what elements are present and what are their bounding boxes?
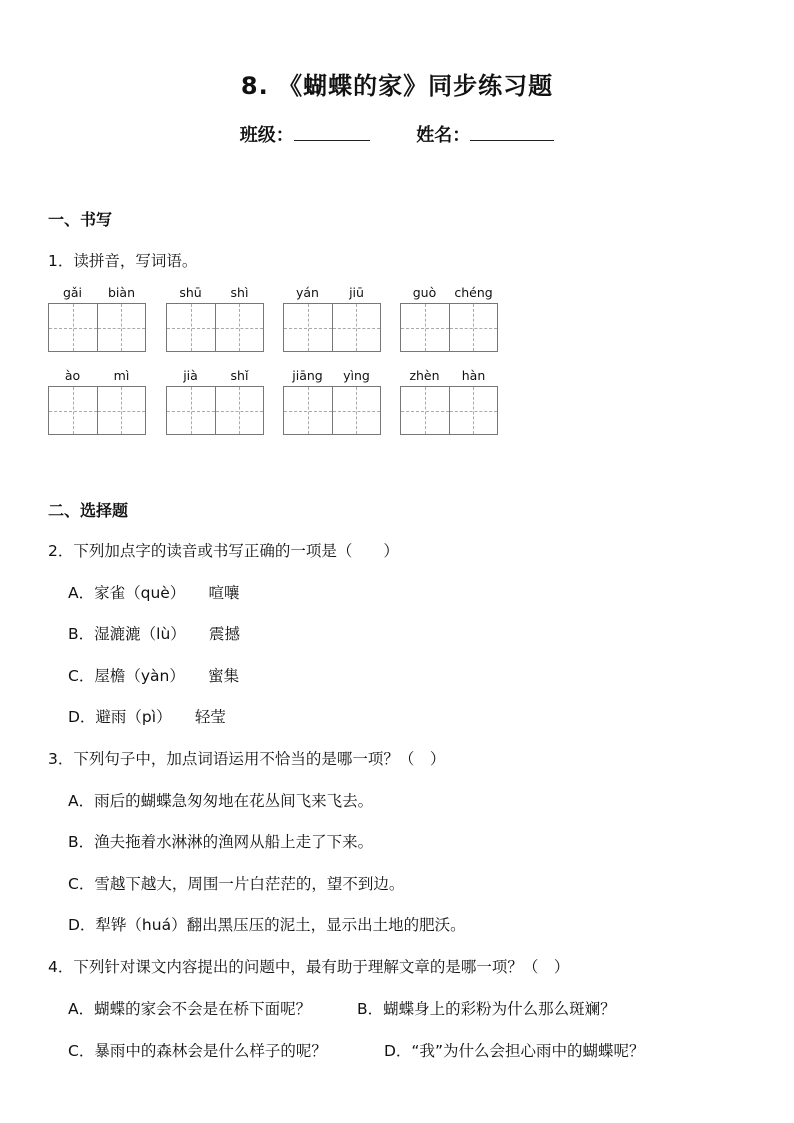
name-blank[interactable] bbox=[470, 122, 554, 141]
tian-ge-cell[interactable] bbox=[167, 304, 215, 351]
tian-ge-cell[interactable] bbox=[97, 304, 145, 351]
tian-ge-cell[interactable] bbox=[449, 387, 497, 434]
pinyin-label: yán bbox=[296, 285, 319, 300]
question-3: 3．下列句子中，加点词语运用不恰当的是哪一项？（ ） bbox=[48, 750, 446, 768]
tian-ge-cell[interactable] bbox=[97, 387, 145, 434]
writing-grid[interactable] bbox=[400, 386, 498, 435]
pinyin-label: jiū bbox=[349, 285, 364, 300]
tian-ge-cell[interactable] bbox=[332, 387, 380, 434]
option-3d[interactable]: D．犁铧（huá）翻出黑压压的泥土，显示出土地的肥沃。 bbox=[68, 916, 466, 934]
option-3b[interactable]: B．渔夫拖着水淋淋的渔网从船上走了下来。 bbox=[68, 833, 374, 851]
option-3c[interactable]: C．雪越下越大，周围一片白茫茫的，望不到边。 bbox=[68, 875, 405, 893]
option-2b[interactable]: B．湿漉漉（lù） 震撼 bbox=[68, 625, 241, 643]
pinyin-label: shì bbox=[230, 285, 249, 300]
tian-ge-cell[interactable] bbox=[284, 387, 332, 434]
tian-ge-cell[interactable] bbox=[167, 387, 215, 434]
writing-grid[interactable] bbox=[400, 303, 498, 352]
section-choice: 二、选择题 bbox=[48, 501, 129, 520]
question-2: 2．下列加点字的读音或书写正确的一项是（ ） bbox=[48, 542, 399, 560]
student-info bbox=[0, 121, 794, 147]
tian-ge-cell[interactable] bbox=[49, 387, 97, 434]
option-4a[interactable]: A．蝴蝶的家会不会是在桥下面呢？ bbox=[68, 1000, 312, 1018]
pinyin-label: mì bbox=[113, 368, 130, 383]
pinyin-label: jiāng bbox=[292, 368, 323, 383]
pinyin-label: chéng bbox=[454, 285, 493, 300]
option-4b[interactable]: B．蝴蝶身上的彩粉为什么那么斑斓？ bbox=[357, 1000, 616, 1018]
tian-ge-cell[interactable] bbox=[401, 387, 449, 434]
pinyin-label: hàn bbox=[461, 368, 486, 383]
tian-ge-cell[interactable] bbox=[215, 304, 263, 351]
option-4c[interactable]: C．暴雨中的森林会是什么样子的呢？ bbox=[68, 1042, 327, 1060]
tian-ge-cell[interactable] bbox=[401, 304, 449, 351]
writing-grid[interactable] bbox=[283, 386, 381, 435]
writing-grid[interactable] bbox=[48, 386, 146, 435]
writing-grid[interactable] bbox=[166, 303, 264, 352]
tian-ge-cell[interactable] bbox=[449, 304, 497, 351]
writing-grid[interactable] bbox=[166, 386, 264, 435]
pinyin-label: guò bbox=[412, 285, 437, 300]
pinyin-label: gǎi bbox=[62, 285, 83, 300]
page-title: 8. 《蝴蝶的家》同步练习题 bbox=[240, 72, 554, 100]
writing-grid[interactable] bbox=[48, 303, 146, 352]
tian-ge-cell[interactable] bbox=[49, 304, 97, 351]
pinyin-label: zhèn bbox=[409, 368, 440, 383]
pinyin-label: yìng bbox=[343, 368, 370, 383]
pinyin-label: jià bbox=[183, 368, 198, 383]
section-writing: 一、书写 bbox=[48, 210, 113, 229]
question-1: 1．读拼音，写词语。 bbox=[48, 252, 198, 270]
pinyin-label: ào bbox=[64, 368, 81, 383]
class-label: 班级： bbox=[239, 125, 294, 146]
pinyin-label: shū bbox=[179, 285, 202, 300]
question-4: 4．下列针对课文内容提出的问题中，最有助于理解文章的是哪一项？（ ） bbox=[48, 958, 570, 976]
tian-ge-cell[interactable] bbox=[215, 387, 263, 434]
option-3a[interactable]: A．雨后的蝴蝶急匆匆地在花丛间飞来飞去。 bbox=[68, 792, 374, 810]
option-2c[interactable]: C．屋檐（yàn） 蜜集 bbox=[68, 667, 240, 685]
tian-ge-cell[interactable] bbox=[284, 304, 332, 351]
tian-ge-cell[interactable] bbox=[332, 304, 380, 351]
pinyin-label: shǐ bbox=[230, 368, 249, 383]
option-2a[interactable]: A．家雀（què） 喧嚷 bbox=[68, 584, 240, 602]
option-2d[interactable]: D．避雨（pì） 轻莹 bbox=[68, 708, 226, 726]
pinyin-label: biàn bbox=[108, 285, 135, 300]
option-4d[interactable]: D．“我”为什么会担心雨中的蝴蝶呢？ bbox=[384, 1042, 645, 1060]
writing-grid[interactable] bbox=[283, 303, 381, 352]
class-blank[interactable] bbox=[294, 122, 370, 141]
name-label: 姓名： bbox=[416, 125, 471, 146]
